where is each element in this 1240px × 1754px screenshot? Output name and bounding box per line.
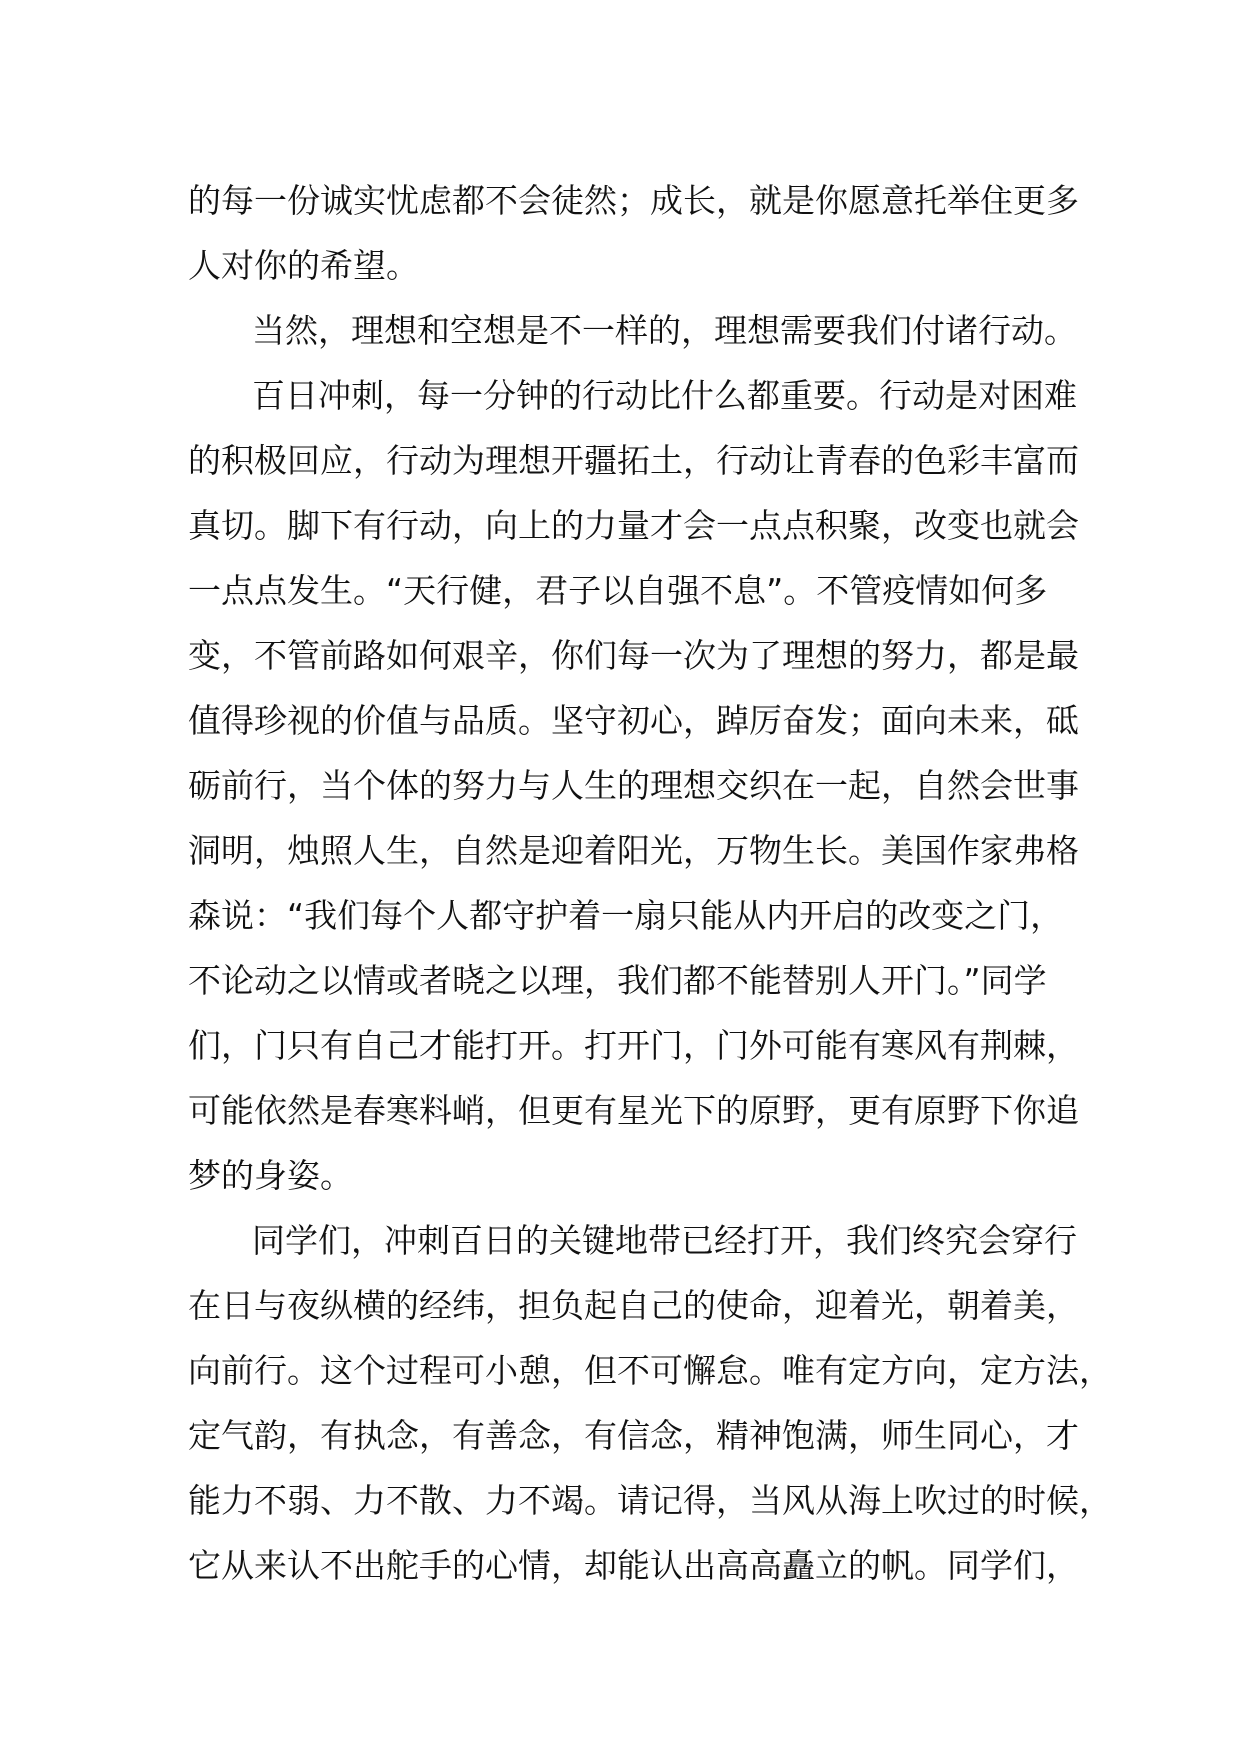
text-line: 洞明，烛照人生，自然是迎着阳光，万物生长。美国作家弗格 [188, 831, 1079, 870]
text-line: 变，不管前路如何艰辛，你们每一次为了理想的努力，都是最 [188, 636, 1079, 675]
text-line: 能力不弱、力不散、力不竭。请记得，当风从海上吹过的时候， [188, 1481, 1112, 1520]
text-line: 值得珍视的价值与品质。坚守初心，踔厉奋发；面向未来，砥 [188, 701, 1079, 740]
text-line: 梦的身姿。 [188, 1156, 353, 1195]
text-line: 们，门只有自己才能打开。打开门，门外可能有寒风有荆棘， [188, 1026, 1079, 1065]
text-line: 的积极回应，行动为理想开疆拓土，行动让青春的色彩丰富而 [188, 441, 1079, 480]
text-line: 可能依然是春寒料峭，但更有星光下的原野，更有原野下你追 [188, 1091, 1079, 1130]
text-line: 同学们，冲刺百日的关键地带已经打开，我们终究会穿行 [252, 1221, 1077, 1260]
text-line: 一点点发生。“天行健，君子以自强不息”。不管疫情如何多 [188, 571, 1048, 610]
text-line: 定气韵，有执念，有善念，有信念，精神饱满，师生同心，才 [188, 1416, 1079, 1455]
text-line: 它从来认不出舵手的心情，却能认出高高矗立的帆。同学们， [188, 1546, 1079, 1585]
text-line: 真切。脚下有行动，向上的力量才会一点点积聚，改变也就会 [188, 506, 1079, 545]
text-line: 在日与夜纵横的经纬，担负起自己的使命，迎着光，朝着美， [188, 1286, 1079, 1325]
document-body [188, 168, 1112, 1598]
text-line: 人对你的希望。 [188, 246, 419, 285]
text-line: 不论动之以情或者晓之以理，我们都不能替别人开门。”同学 [188, 961, 1047, 1000]
text-line: 砺前行，当个体的努力与人生的理想交织在一起，自然会世事 [188, 766, 1079, 805]
text-line: 百日冲刺，每一分钟的行动比什么都重要。行动是对困难 [252, 376, 1077, 415]
text-line: 森说：“我们每个人都守护着一扇只能从内开启的改变之门， [188, 896, 1064, 935]
text-line: 的每一份诚实忧虑都不会徒然；成长，就是你愿意托举住更多 [188, 181, 1079, 220]
text-line: 向前行。这个过程可小憩，但不可懈怠。唯有定方向，定方法， [188, 1351, 1112, 1390]
text-line: 当然，理想和空想是不一样的，理想需要我们付诸行动。 [252, 311, 1077, 350]
